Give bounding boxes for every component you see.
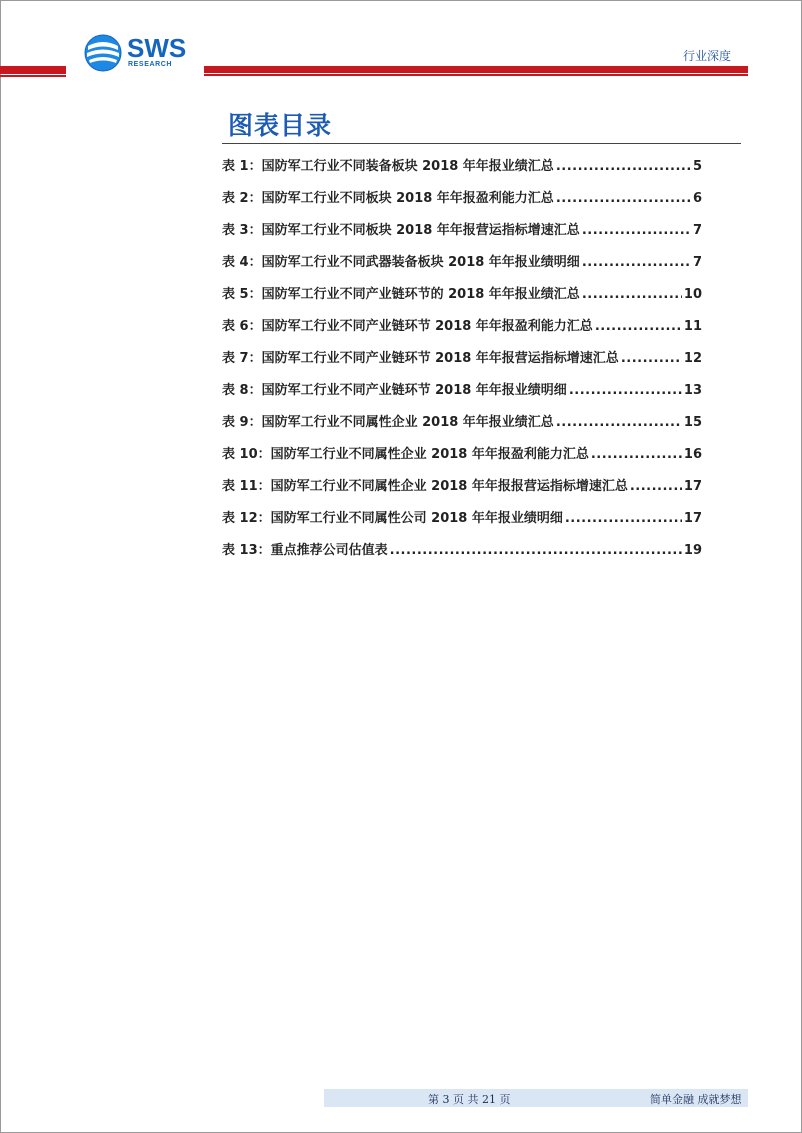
toc-leader-dots	[582, 219, 691, 243]
toc-entry-label: 表 10：国防军工行业不同属性企业 2018 年年报盈利能力汇总	[222, 447, 589, 462]
toc-entry-label: 表 2：国防军工行业不同板块 2018 年年报盈利能力汇总	[222, 191, 554, 206]
toc-entry[interactable]	[222, 315, 702, 347]
toc-leader-dots	[556, 155, 691, 179]
toc-entry[interactable]	[222, 251, 702, 283]
toc-entry-page: 5	[692, 159, 702, 174]
toc-leader-dots	[556, 411, 682, 435]
toc-entry-page: 17	[683, 511, 702, 526]
toc-entry-label: 表 3：国防军工行业不同板块 2018 年年报营运指标增速汇总	[222, 223, 580, 238]
header-rule-right	[204, 66, 748, 73]
toc-leader-dots	[630, 475, 682, 499]
footer-page-info: 第 3 页 共 21 页	[428, 1093, 511, 1106]
toc-entry-page: 17	[683, 479, 702, 494]
toc-entry[interactable]	[222, 283, 702, 315]
toc-entry[interactable]	[222, 347, 702, 379]
report-type-tag: 行业深度	[683, 49, 732, 63]
toc-entry-page: 15	[683, 415, 702, 430]
toc-entry-page: 13	[683, 383, 702, 398]
toc-entry-label: 表 9：国防军工行业不同属性企业 2018 年年报业绩汇总	[222, 415, 554, 430]
page-title: 图表目录	[228, 111, 333, 140]
toc-entry-label: 表 6：国防军工行业不同产业链环节 2018 年年报盈利能力汇总	[222, 319, 593, 334]
toc-leader-dots	[556, 187, 691, 211]
toc-leader-dots	[582, 283, 682, 307]
toc-entry-page: 11	[683, 319, 702, 334]
toc-entry[interactable]	[222, 475, 702, 507]
toc-entry-label: 表 13：重点推荐公司估值表	[222, 543, 388, 558]
toc-entry-page: 6	[692, 191, 702, 206]
header-rule-left	[0, 66, 66, 74]
toc-entry-label: 表 4：国防军工行业不同武器装备板块 2018 年年报业绩明细	[222, 255, 580, 270]
toc-entry[interactable]	[222, 443, 702, 475]
header-rule-right-thin	[204, 74, 748, 76]
toc-leader-dots	[595, 315, 682, 339]
toc-entry-label: 表 7：国防军工行业不同产业链环节 2018 年年报营运指标增速汇总	[222, 351, 619, 366]
figure-table-of-contents	[222, 155, 702, 571]
sws-logo	[84, 34, 194, 74]
toc-entry-page: 7	[692, 255, 702, 270]
toc-entry[interactable]	[222, 155, 702, 187]
toc-entry[interactable]	[222, 219, 702, 251]
toc-entry[interactable]	[222, 507, 702, 539]
logo-text: SWS	[127, 33, 187, 63]
toc-entry-label: 表 12：国防军工行业不同属性公司 2018 年年报业绩明细	[222, 511, 563, 526]
toc-entry[interactable]	[222, 187, 702, 219]
toc-leader-dots	[390, 539, 682, 563]
toc-entry-label: 表 1：国防军工行业不同装备板块 2018 年年报业绩汇总	[222, 159, 554, 174]
toc-entry-label: 表 11：国防军工行业不同属性企业 2018 年年报报营运指标增速汇总	[222, 479, 628, 494]
toc-leader-dots	[582, 251, 691, 275]
toc-leader-dots	[569, 379, 682, 403]
title-divider	[222, 143, 741, 144]
toc-leader-dots	[591, 443, 682, 467]
sws-logo-icon	[84, 34, 122, 72]
toc-entry-page: 19	[683, 543, 702, 558]
toc-entry-label: 表 5：国防军工行业不同产业链环节的 2018 年年报业绩汇总	[222, 287, 580, 302]
logo-subtext: RESEARCH	[128, 61, 173, 68]
toc-entry-page: 10	[683, 287, 702, 302]
toc-leader-dots	[565, 507, 682, 531]
toc-entry[interactable]	[222, 411, 702, 443]
toc-leader-dots	[621, 347, 682, 371]
header-rule-left-thin	[0, 75, 66, 77]
toc-entry-page: 12	[683, 351, 702, 366]
toc-entry-page: 7	[692, 223, 702, 238]
toc-entry[interactable]	[222, 539, 702, 571]
toc-entry-label: 表 8：国防军工行业不同产业链环节 2018 年年报业绩明细	[222, 383, 567, 398]
footer-slogan: 简单金融 成就梦想	[650, 1093, 742, 1106]
toc-entry[interactable]	[222, 379, 702, 411]
toc-entry-page: 16	[683, 447, 702, 462]
